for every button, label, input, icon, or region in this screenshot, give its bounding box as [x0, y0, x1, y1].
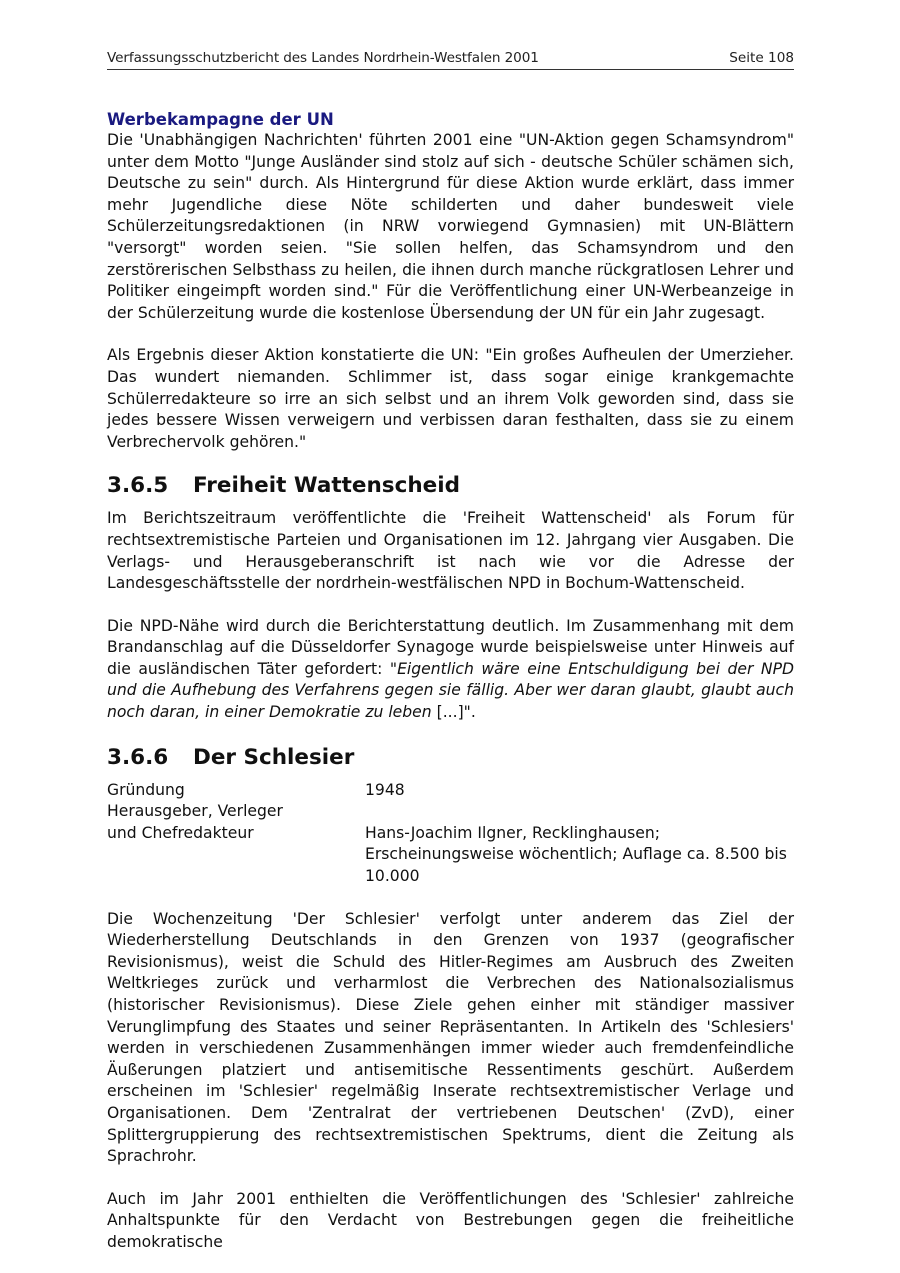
document-page: [107, 50, 794, 1254]
paragraph: Die 'Unabhängigen Nachrichten' führten 2001 eine "UN-Aktion gegen Schamsyndrom" unter dem Motto "Junge Ausländer sind stolz auf sich - deutsche Schüler schämen sich, Deutsche zu sein" durch. Als Hintergrund für diese Aktion wurde erklärt, dass immer mehr Jugendliche diese Nöte schilderten und daher bundesweit viele Schülerzeitungsredaktionen (in NRW vorwiegend Gymnasien) mit UN-Blättern "versorgt" worden seien. "Sie sollen helfen, das Schamsyndrom und den zerstörerischen Selbsthass zu heilen, die ihnen durch manche rückgratlosen Lehrer und Politiker eingeimpft worden sind." Für die Veröffentlichung einer UN-Werbeanzeige in der Schülerzeitung wurde die kostenlose Übersendung der UN für ein Jahr zugesagt.: [107, 131, 794, 322]
running-header: [107, 50, 794, 70]
paragraph-text: Die NPD-Nähe wird durch die Berichterstattung deutlich. Im Zusammenhang mit dem Brandanschlag auf die Düsseldorfer Synagoge wurde beispielsweise unter Hinweis auf die ausländischen Täter gefordert: ": [107, 616, 794, 678]
section-number: 3.6.6: [107, 744, 169, 770]
paragraph: Die Wochenzeitung 'Der Schlesier' verfolgt unter anderem das Ziel der Wiederherstellung Deutschlands in den Grenzen von 1937 (geografischer Revisionismus), weist die Schuld des Hitler-Regimes am Ausbruch des Zweiten Weltkrieges zurück und verharmlost die Verbrechen des Nationalsozialismus (historischer Revisionismus). Diese Ziele gehen einher mit ständiger massiver Verunglimpfung des Staates und seiner Repräsentanten. In Artikeln des 'Schlesiers' werden in verschiedenen Zusammenhängen immer wieder auch fremdenfeindliche Äußerungen platziert und antisemitische Ressentiments geschürt. Außerdem erscheinen im 'Schlesier' regelmäßig Inserate rechtsextremistischer Verlage und Organisationen. Dem 'Zentralrat der vertriebenen Deutschen' (ZvD), einer Splittergruppierung des rechtsextremistischen Spektrums, dient die Zeitung als Sprachrohr.: [107, 909, 794, 1166]
fact-value: Hans-Joachim Ilgner, Recklinghausen; Erscheinungsweise wöchentlich; Auflage ca. 8.500 bis 10.000: [365, 823, 787, 886]
fact-row-publisher-label: [107, 801, 794, 823]
paragraph: Im Berichtszeitraum veröffentlichte die 'Freiheit Wattenscheid' als Forum für rechtsextremistische Parteien und Organisationen im 12. Jahrgang vier Ausgaben. Die Verlags- und Herausgeberanschrift ist nach wie vor die Adresse der Landesgeschäftsstelle der nordrhein-westfälischen NPD in Bochum-Wattenscheid.: [107, 509, 794, 593]
section-number: 3.6.5: [107, 473, 169, 499]
paragraph-text: [...]".: [431, 703, 476, 722]
page-number: Seite 108: [729, 50, 794, 66]
fact-label: Herausgeber, Verleger: [107, 802, 283, 821]
section-heading-365: [107, 472, 794, 500]
publication-facts: [107, 780, 794, 888]
paragraph: [107, 616, 794, 724]
paragraph: Auch im Jahr 2001 enthielten die Veröffentlichungen des 'Schlesier' zahlreiche Anhaltspunkte für den Verdacht von Bestrebungen gegen die freiheitliche demokratische: [107, 1189, 794, 1251]
fact-row-publisher: [107, 823, 794, 888]
fact-label: Gründung: [107, 780, 185, 799]
subheading-un-campaign: Werbekampagne der UN: [107, 110, 334, 129]
fact-row-founded: [107, 780, 794, 802]
paragraph: Als Ergebnis dieser Aktion konstatierte die UN: "Ein großes Aufheulen der Umerzieher. Das wundert niemanden. Schlimmer ist, dass sogar einige krankgemachte Schülerredakteure so irre an sich selbst und an ihrem Volk geworden sind, dass sie jedes bessere Wissen verweigern und verbissen daran festhalten, dass sie zu einem Verbrechervolk gehören.": [107, 346, 794, 451]
section-heading-366: [107, 744, 794, 772]
fact-label: und Chefredakteur: [107, 823, 254, 842]
report-title: Verfassungsschutzbericht des Landes Nordrhein-Westfalen 2001: [107, 50, 539, 66]
italic-quote: Eigentlich wäre eine Entschuldigung bei der NPD und die Aufhebung des Verfahrens gegen sie fällig. Aber wer daran glaubt, glaubt auch noch daran, in einer Demokratie zu leben: [107, 659, 795, 722]
section-title: Freiheit Wattenscheid: [193, 473, 460, 499]
section-title: Der Schlesier: [193, 744, 355, 770]
fact-value: 1948: [365, 780, 405, 799]
